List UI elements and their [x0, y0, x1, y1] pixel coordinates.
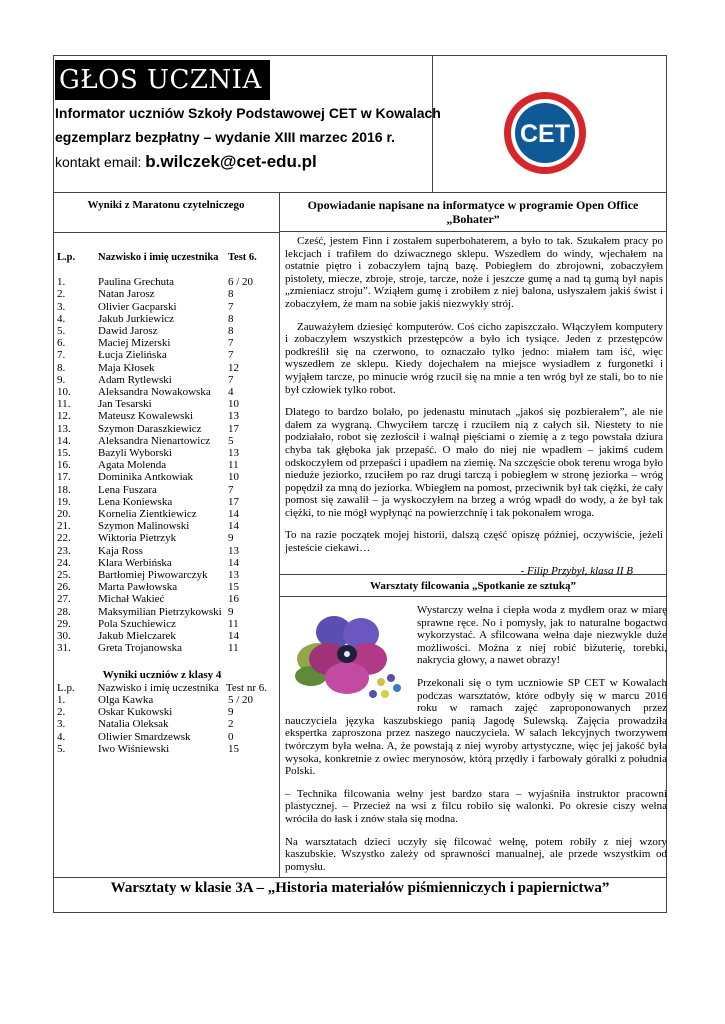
table-row [57, 398, 267, 410]
bead-shape [369, 690, 377, 698]
row-number: 1. [57, 693, 66, 706]
participant-score: 5 [228, 434, 234, 447]
header-divider [53, 192, 667, 193]
table-row [57, 520, 267, 532]
marathon-title: Wyniki z Maratonu czytelniczego [87, 199, 245, 211]
table-row [57, 288, 267, 300]
participant-score: 14 [228, 508, 239, 521]
table-row [57, 301, 267, 313]
participant-score: 14 [228, 630, 239, 643]
newsletter-subtitle: Informator uczniów Szkoły Podstawowej CET w Kowalach [55, 105, 441, 121]
table-row [57, 569, 267, 581]
table-row [57, 337, 267, 349]
participant-score: 7 [228, 373, 234, 386]
story-title-line2: „Bohater” [446, 212, 500, 226]
participant-score: 8 [228, 312, 234, 325]
table-row [57, 362, 267, 374]
table-row [57, 630, 267, 642]
story-title [282, 198, 664, 226]
participant-name: Adam Rytlewski [98, 373, 172, 386]
table-row [57, 447, 267, 459]
participant-score: 13 [228, 569, 239, 582]
table-row [57, 694, 267, 706]
participant-name: Oskar Kukowski [98, 706, 173, 719]
participant-name: Lena Koniewska [98, 495, 173, 508]
bead-shape [381, 690, 389, 698]
participant-name: Marta Pawłowska [98, 581, 178, 594]
row-number: 2. [57, 288, 66, 301]
header-logo-divider [432, 55, 433, 193]
row-number: 6. [57, 337, 66, 350]
row-number: 4. [57, 730, 66, 743]
participant-name: Greta Trojanowska [98, 642, 183, 655]
row-number: 3. [57, 300, 66, 313]
table-row [57, 718, 267, 730]
participant-score: 8 [228, 288, 234, 301]
class4-rows [57, 694, 267, 755]
participant-score: 14 [228, 556, 239, 569]
table-row [57, 618, 267, 630]
row-number: 14. [57, 434, 71, 447]
participant-score: 17 [228, 495, 239, 508]
participant-name: Lena Fuszara [98, 483, 157, 496]
row-number: 2. [57, 706, 66, 719]
participant-score: 0 [228, 730, 234, 743]
row-number: 31. [57, 642, 71, 655]
participant-score: 12 [228, 361, 239, 374]
participant-score: 13 [228, 410, 239, 423]
participant-score: 6 / 20 [228, 276, 254, 289]
row-number: 26. [57, 581, 71, 594]
participant-name: Bartłomiej Piwowarczyk [98, 569, 208, 582]
table-row [57, 557, 267, 569]
row-number: 4. [57, 312, 66, 325]
table-row [57, 731, 267, 743]
participant-name: Kornelia Zientkiewicz [98, 508, 197, 521]
participant-score: 9 [228, 706, 234, 719]
row-number: 9. [57, 373, 66, 386]
row-number: 10. [57, 386, 71, 399]
felt-paragraph: Na warsztatach dzieci uczyły się filcować wełnę, potem robiły z niej wzory kaszubskie. Wszystko zależy od sprawności manualnej, ale przede wszystkim od pomysłu. [285, 835, 667, 873]
felt-paragraph: Przekonali się o tym uczniowie SP CET w Kowalach podczas warsztatów, które odbyły się w marcu 2016 roku w ramach zajęć zaproponowanych przez nauczyciela języka kaszubskiego panią Jagodę Sulewską. Zajęcia prowadziła ekspertka zaproszona przez naszego nauczyciela. W salach lekcyjnych tworzywem twórczym była wełna. A, że powstają z niej wyroby artystyczne, więc jej jakość była wysoka, konkretnie z owiec merynosów, którą przędły i farbowały góralki z południa Polski. [285, 676, 667, 778]
contact-label: kontakt email: [55, 154, 142, 170]
row-number: 7. [57, 349, 66, 362]
bead-shape [377, 678, 385, 686]
edition-info: egzemplarz bezpłatny – wydanie XIII marzec 2016 r. [55, 129, 396, 145]
participant-score: 7 [228, 349, 234, 362]
participant-name: Bazyli Wyborski [98, 447, 172, 460]
felt-body [285, 604, 667, 883]
table-row [57, 435, 267, 447]
table-row [57, 423, 267, 435]
contact-line [55, 152, 317, 172]
row-number: 21. [57, 520, 71, 533]
participant-name: Maksymilian Pietrzykowski [98, 605, 222, 618]
participant-name: Agata Molenda [98, 459, 167, 472]
participant-name: Pola Szuchiewicz [98, 617, 176, 630]
class4-col-name: Nazwisko i imię uczestnika [97, 681, 219, 694]
participant-score: 15 [228, 742, 239, 755]
table-row [57, 508, 267, 520]
table-row [57, 642, 267, 654]
table-row [57, 313, 267, 325]
participant-name: Mateusz Kowalewski [98, 410, 194, 423]
felt-paragraph: – Technika filcowania wełny jest bardzo stara – wyjaśniła instruktor pracowni plastycznej. – Przecież na wsi z filcu robiło się walonki. Po okresie ciszy wełna wróciła do łask i znów stała się modna. [285, 787, 667, 825]
participant-name: Klara Werbińska [98, 556, 172, 569]
story-paragraph: To na razie początek mojej historii, dalszą część opiszę później, oczywiście, jeżeli jesteście ciekawi… [285, 529, 663, 555]
participant-score: 9 [228, 532, 234, 545]
participant-name: Kaja Ross [98, 544, 143, 557]
marathon-title-divider [53, 232, 280, 233]
table-row [57, 349, 267, 361]
participant-name: Jakub Jurkiewicz [98, 312, 175, 325]
row-number: 22. [57, 532, 71, 545]
participant-score: 2 [228, 718, 234, 731]
participant-score: 10 [228, 398, 239, 411]
bead-shape [387, 674, 395, 682]
story-signature: - Filip Przybył, klasa II B [520, 564, 633, 577]
table-row [57, 706, 267, 718]
participant-score: 8 [228, 325, 234, 338]
row-number: 15. [57, 447, 71, 460]
participant-score: 11 [228, 459, 239, 472]
table-row [57, 593, 267, 605]
participant-score: 13 [228, 544, 239, 557]
row-number: 19. [57, 495, 71, 508]
participant-name: Jan Tesarski [98, 398, 152, 411]
participant-name: Dawid Jarosz [98, 325, 158, 338]
results-rows [57, 276, 267, 654]
row-number: 23. [57, 544, 71, 557]
story-paragraph: Cześć, jestem Finn i zostałem superbohaterem, a było to tak. Szukałem pracy po lekcjach i trafiłem do dziwacznego sklepu. Wszedłem do windy, wjechałem na ostatnie piętro i zobaczyłem tajną bazę. Pobiegłem do zbrojowni, zobaczyłem pistolety, miecze, zbroje, stroje, tarcze, noże i jeszcze gumę a nad tą gumą był napis „zmieniacz stroju”. Wziąłem gumę i zrobiłem z niej balona, usłyszałem jakiś świst i zobaczyłem, że mam na sobie jakiś niezwykły strój. [285, 235, 663, 310]
row-number: 16. [57, 459, 71, 472]
felt-title-divider [279, 596, 667, 597]
col-header-score: Test 6. [228, 252, 257, 263]
participant-name: Oliwier Smardzewsk [98, 730, 191, 743]
participant-score: 7 [228, 300, 234, 313]
row-number: 1. [57, 276, 66, 289]
participant-score: 11 [228, 642, 239, 655]
participant-score: 16 [228, 593, 239, 606]
class4-col-score: Test nr 6. [225, 681, 267, 694]
participant-score: 5 / 20 [228, 693, 254, 706]
row-number: 28. [57, 605, 71, 618]
col-header-lp: L.p. [57, 252, 76, 263]
row-number: 8. [57, 361, 66, 374]
table-row [57, 532, 267, 544]
flower-dot [344, 651, 350, 657]
row-number: 11. [57, 398, 71, 411]
row-number: 5. [57, 325, 66, 338]
row-number: 12. [57, 410, 71, 423]
table-row [57, 743, 267, 755]
row-number: 25. [57, 569, 71, 582]
table-row [57, 374, 267, 386]
results-header-row [57, 252, 267, 264]
story-paragraph: Zauważyłem dziesięć komputerów. Coś cicho zapiszczało. Włączyłem komputery i zobaczyłem wszystkich przestępców a było ich tysiące. Jeden z przestępców podkreślił się na czerwono, to oznaczało tylko jedno: miałem tam iść, więc wyszedłem ze sklepu. Kiedy dojechałem na miejsce wysiadłem z furgonetki i wyjąłem tarcze, po minucie wróg rzucił się na mnie a ten wróg był ze stali, bo to nie był człowiek tylko robot. [285, 320, 663, 396]
participant-name: Dominika Antkowiak [98, 471, 194, 484]
participant-name: Michał Wakieć [98, 593, 165, 606]
participant-score: 7 [228, 483, 234, 496]
class4-col-lp: L.p. [57, 681, 75, 694]
participant-score: 14 [228, 520, 239, 533]
participant-name: Łucja Zielińska [98, 349, 167, 362]
row-number: 24. [57, 556, 71, 569]
table-row [57, 484, 267, 496]
table-row [57, 581, 267, 593]
table-row [57, 606, 267, 618]
masthead: GŁOS UCZNIA [55, 60, 270, 100]
story-title-line1: Opowiadanie napisane na informatyce w programie Open Office [307, 198, 639, 212]
contact-email[interactable]: b.wilczek@cet-edu.pl [145, 152, 317, 171]
participant-name: Natan Jarosz [98, 288, 155, 301]
row-number: 5. [57, 742, 66, 755]
cet-logo [503, 91, 587, 175]
row-number: 20. [57, 508, 71, 521]
row-number: 13. [57, 422, 71, 435]
story-title-divider [279, 231, 667, 232]
participant-name: Aleksandra Nienartowicz [98, 434, 211, 447]
table-row [57, 276, 267, 288]
col-header-name: Nazwisko i imię uczestnika [98, 252, 219, 263]
participant-name: Olivier Gacparski [98, 300, 177, 313]
participant-name: Szymon Malinowski [98, 520, 190, 533]
participant-name: Maciej Mizerski [98, 337, 171, 350]
felt-paragraph: Wystarczy wełna i ciepła woda z mydłem oraz w miarę sprawne ręce. No i pomysły, jak to naturalne bogactwo wykorzystać. A sfilcowana wełna daje niezwykle duże możliwości. Można z niej robić biżuterię, torebki, nakrycia głowy, a nawet obrazy! [417, 604, 667, 667]
participant-name: Szymon Daraszkiewicz [98, 422, 202, 435]
row-number: 18. [57, 483, 71, 496]
row-number: 30. [57, 630, 71, 643]
bead-shape [393, 684, 401, 692]
participant-score: 4 [228, 386, 234, 399]
marathon-results [57, 252, 267, 755]
felt-flower-image [289, 604, 407, 704]
participant-score: 11 [228, 617, 239, 630]
logo-text: CET [520, 120, 570, 148]
row-number: 17. [57, 471, 71, 484]
participant-name: Aleksandra Nowakowska [98, 386, 211, 399]
table-row [57, 496, 267, 508]
participant-name: Natalia Oleksak [98, 718, 169, 731]
petal-shape [325, 662, 369, 694]
row-number: 3. [57, 718, 66, 731]
bottom-section-title: Warsztaty w klasie 3A – „Historia materiałów piśmienniczych i papiernictwa” [110, 880, 610, 896]
table-row [57, 471, 267, 483]
participant-score: 17 [228, 422, 239, 435]
story-paragraph: Dlatego to bardzo bolało, po jedenastu minutach „jakoś się pozbierałem”, ale nie dałem za wygraną. Chwyciłem tarczę i rzuciłem nią z całych sił. Niestety to nie podziałało, robot się zezłościł i walnął pięściami o ziemię a z tego powstała dziura chyba tak głęboka jak przepaść. O mało do niej nie wpadłem – jakimś cudem odskoczyłem od przepaści i upadłem na ziemię. Na szczęście obok terenu wroga było nieduże jeziorko, rzuciłem po raz drugi tarczą i pobiegłem w stronę jeziorka – wróg popędził za mną do jeziorka. Wbiegłem na pomost, przeciwnik był tak ciężki, że cały pomost się zawalił – ja wyskoczyłem na brzeg a wróg wpadł do wody, a że był tak ciężki, to nie mógł wypłynąć na powierzchnię i tak pokonałem wroga. [285, 406, 663, 519]
participant-name: Maja Kłosek [98, 361, 155, 374]
participant-score: 15 [228, 581, 239, 594]
participant-name: Jakub Mielczarek [98, 630, 176, 643]
class4-title: Wyniki uczniów z klasy 4 [102, 668, 222, 681]
felt-title: Warsztaty filcowania „Spotkanie ze sztuką” [370, 580, 576, 592]
row-number: 29. [57, 617, 71, 630]
row-number: 27. [57, 593, 71, 606]
participant-name: Iwo Wiśniewski [98, 742, 170, 755]
class4-header-row [57, 682, 267, 694]
participant-score: 10 [228, 471, 239, 484]
participant-name: Olga Kawka [98, 693, 154, 706]
participant-name: Wiktoria Pietrzyk [98, 532, 177, 545]
table-row [57, 410, 267, 422]
table-row [57, 545, 267, 557]
participant-name: Paulina Grechuta [98, 276, 175, 289]
participant-score: 9 [228, 605, 234, 618]
table-row [57, 325, 267, 337]
participant-score: 7 [228, 337, 234, 350]
story-body [285, 235, 663, 587]
participant-score: 13 [228, 447, 239, 460]
column-divider [279, 192, 280, 878]
table-row [57, 386, 267, 398]
table-row [57, 459, 267, 471]
